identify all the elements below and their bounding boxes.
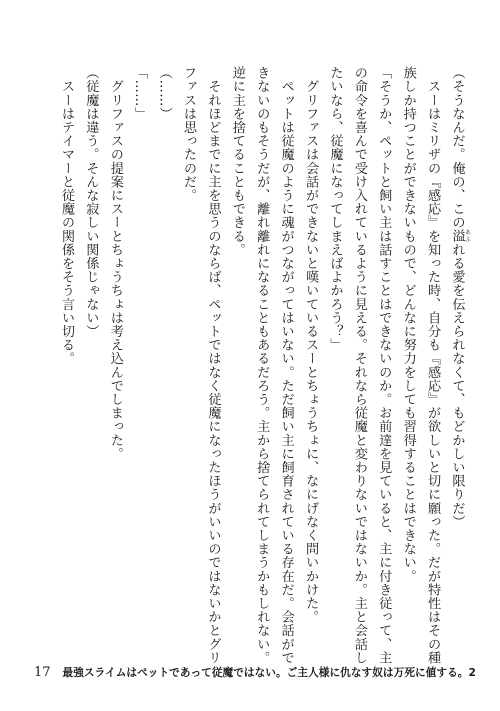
text-line-6: たいなら、従魔になってしまえばよかろう？」 <box>327 66 343 352</box>
text-line-9: きないのもそうだが、離れ離れになることもあるだろう。主から捨てられてしまうかもしれない。 <box>254 66 270 665</box>
text-line-3: 族しか持つことができないもので、どんなに努力をしても習得することはできない。 <box>400 66 416 583</box>
text-line-10: 逆に主を捨てることもできる。 <box>229 66 245 257</box>
running-title: 最強スライムはペットであって従魔ではない。ご主人様に仇なす奴は万死に値する。2 <box>62 667 476 679</box>
text-line-8: ペットは従魔のように魂がつながってはいない。ただ飼い主に飼育されている存在だ。会話がで <box>278 66 294 665</box>
ruby-annotation: 溢 あふ <box>449 229 471 243</box>
text-line-14: 「……」 <box>132 66 148 121</box>
text-line-12: ファスは思ったのだ。 <box>181 66 197 202</box>
page-number: 17 <box>34 665 51 680</box>
text-line-17: スーはテイマーと従魔の関係をそう言い切る。 <box>59 66 74 366</box>
text-line-1: （そうなんだ。俺の、この溢 あふれる愛を伝えられなくて、もどかしい限りだ） <box>449 66 471 529</box>
text-line-15: グリファスの提案にスーとちょうちょは考え込んでしまった。 <box>107 66 123 461</box>
vertical-text-block <box>54 66 471 665</box>
text-line-4: 「そうか、ペットと飼い主は話すことはできないのか。お前達を見ていると、主に付き従って、主 <box>376 66 392 665</box>
text-line-16: （従魔は違う。そんな寂しい関係じゃない） <box>83 66 99 338</box>
text-line-13: （……） <box>156 66 172 121</box>
page-footer <box>34 665 476 680</box>
text-line-11: それほどまでに主を思うのならば、ペットではなく従魔になったほうがいいのではないかとグリ <box>205 66 221 665</box>
text-line-7: グリファスは会話ができないと嘆いているスーとちょうちょに、なにげなく問いかけた。 <box>303 66 319 624</box>
text-line-2: スーはミリザの『感応』を知った時、自分も『感応』が欲しいと切に願った。だが特性はその種 <box>425 66 441 665</box>
text-line-5: の命令を喜んで受け入れているように見える。それなら従魔と変わりないではないか。主と会話し <box>351 66 367 665</box>
